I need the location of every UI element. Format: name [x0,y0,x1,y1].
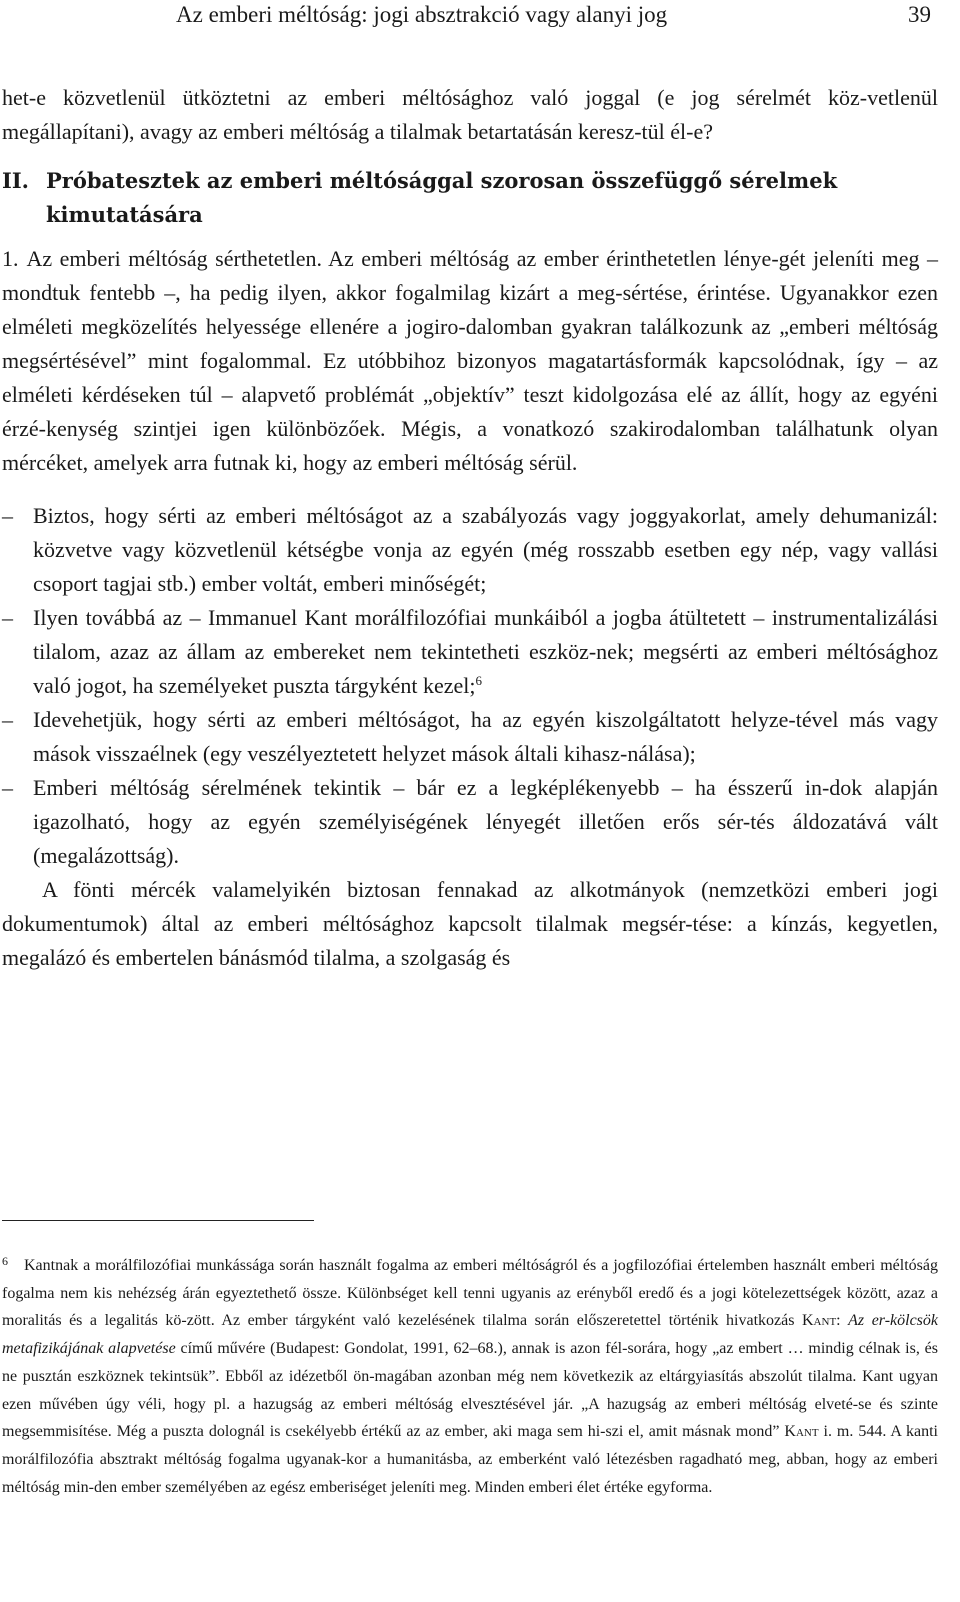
list-item [2,499,938,601]
section-number: II. [2,168,29,193]
closing-paragraph: A fönti mércék valamelyikén biztosan fennakad az alkotmányok (nemzetközi emberi jogi dokumentumok) által az emberi méltósághoz kapcsolt tilalmak megsér-tése: a kínzás, kegyetlen, megalázó és embertelen bánásmód tilalma, a szolgaság és [2,877,938,970]
list-item [2,601,938,703]
footnote-divider [2,1220,314,1221]
footnote-author: Kant [802,1312,837,1330]
subsection-paragraph [2,242,938,480]
section-title: Próbatesztek az emberi méltósággal szorosan összefüggő sérelmek kimutatására [46,168,838,227]
list-dash: – [2,503,13,528]
list-dash: – [2,707,13,732]
list-item-text: Emberi méltóság sérelmének tekintik – bár ez a legképlékenyebb – ha ésszerű in-dok alapján igazolható, hogy az egyén személyiségének lényegét illetően erős sér-tés áldozatává vált (megalázottság). [33,775,938,868]
footnote-text-1: Kantnak a morálfilozófiai munkássága során használt fogalma az emberi méltóságról és a jogfilozófiai értelemben használt emberi méltóság fogalma nem kis nehézség árán egyeztethető össze. Különbséget kell tenni ugyanis az erényből eredő és a jogi kötelezettségek között, azaz a moralitás és a legalitás kö-zött. Az ember tárgyként való kezelésének tilalma során előszeretettel történik hivatkozás [2,1257,938,1330]
footnote-author: Kant [784,1423,819,1441]
list-item-text: Ilyen továbbá az – Immanuel Kant morálfilozófiai munkáiból a jogba átültetett – instrumentalizálási tilalom, azaz az állam az embereket nem tekintetheti eszköz-nek; megsérti az emberi méltósághoz való jogot, ha személyeket puszta tárgyként kezel; [33,605,938,698]
list-item [2,771,938,873]
section-heading [2,164,938,232]
subsection-title: Az emberi méltóság sérthetetlen. [26,246,323,271]
footnote-reference[interactable]: 6 [475,673,482,688]
footnote-work-title: Az er-kölcsök metafizikájának alapvetése [2,1312,939,1358]
list-dash: – [2,605,13,630]
page-number: 39 [908,2,931,27]
subsection-body: Az emberi méltóság az ember érinthetetlen lénye-gét jeleníti meg – mondtuk fentebb –, ha pedig ilyen, akkor fogalmilag kizárt a meg-sértése, érintése. Ugyanakkor ezen elméleti megközelítés helyessége ellenére a jogiro-dalomban gyakran találkozunk az „emberi méltóság megsértésével” mint fogalommal. Ez utóbbihoz bizonyos magatartásformák kapcsolódnak, így – az elméleti kérdéseken túl – alapvető problémát „objektív” teszt kidolgozása elé az állít, hogy az egyéni érzé-kenység szintjei igen különbözőek. Mégis, a vonatkozó szakirodalomban találhatunk olyan mércéket, amelyek arra futnak ki, hogy az emberi méltóság sérül. [2,246,938,475]
intro-paragraph: het-e közvetlenül ütköztetni az emberi méltósághoz való joggal (e jog sérelmét köz-vetlenül megállapítani), avagy az emberi méltóság a tilalmak betartatásán keresz-tül él-e? [2,85,938,144]
footnote-separator: : [836,1312,849,1330]
footnote-text-2: című művére (Budapest: Gondolat, 1991, 62–68.), annak is azon fél-sorára, hogy „az embert … mindig célnak is, és ne pusztán eszköznek tekintsük”. Ebből az idézetből ön-magában azonban még nem következik az eltárgyiasítás abszolút tilalma. Kant ugyan ezen művében úgy véli, hogy pl. a hazugság az emberi méltóság elvesztésével jár. „A hazugság az emberi méltóság elveté-se és szinte megsemmisítése. Még a puszta dolognál is csekélyebb értékű az az ember, aki maga sem hi-szi el, amit másnak mond” [2,1340,938,1441]
main-text [2,81,938,975]
list-item-text: Biztos, hogy sérti az emberi méltóságot az a szabályozás vagy joggyakorlat, amely dehumanizál: közvetve vagy közvetlenül kétségbe vonja az egyén (még rosszabb esetben egy nép, vagy vallási csoport tagjai stb.) ember voltát, emberi minőségét; [33,503,938,596]
footnote-text-3: i. m. 544. A kanti morálfilozófia absztrakt méltóság fogalma ugyanak-kor a humanitásba, az emberként való létezésben ragadható meg, abban, hogy az emberi méltóság min-den ember személyében az egész emberiséget jeleníti meg. Minden emberi élet értéke egyforma. [2,1423,938,1496]
list-dash: – [2,775,13,800]
list-item [2,703,938,771]
running-title: Az emberi méltóság: jogi absztrakció vagy alanyi jog [176,2,668,27]
list-item-text: Idevehetjük, hogy sérti az emberi méltóságot, ha az egyén kiszolgáltatott helyze-tével más vagy mások visszaélnek (egy veszélyeztetett helyzet mások általi kihasz-nálása); [33,707,938,766]
footnote: 6 Kantnak a morálfilozófiai munkássága során használt fogalma az emberi méltóságról és a jogfilozófiai értelemben használt emberi méltóság fogalma nem kis nehézség árán egyeztethető össze. Különbséget kell tenni ugyanis az erényből eredő és a jogi kötelezettségek között, azaz a moralitás és a legalitás kö-zött. Az ember tárgyként való kezelésének tilalma során előszeretettel történik hivatkozás Kant: Az er-kölcsök metafizikájának alapvetése című művére (Budapest: Gondolat, 1991, 62–68.), annak is azon fél-sorára, hogy „az embert … mindig célnak is, és ne pusztán eszköznek tekintsük”. Ebből az idézetből ön-magában azonban még nem következik az eltárgyiasítás abszolút tilalma. Kant ugyan ezen művében úgy véli, hogy pl. a hazugság az emberi méltóság elvesztésével jár. „A hazugság az emberi méltóság elveté-se és szinte megsemmisítése. Még a puszta dolognál is csekélyebb értékű az az ember, aki maga sem hi-szi el, amit másnak mond” Kant i. m. 544. A kanti morálfilozófia absztrakt méltóság fogalma ugyanak-kor a humanitásba, az emberként való létezésben ragadható meg, abban, hogy az emberi méltóság min-den ember személyében az egész emberiséget jeleníti meg. Minden emberi élet értéke egyforma. [2,1254,939,1496]
criteria-list [2,499,938,873]
subsection-number: 1. [2,246,19,271]
running-header [0,0,960,30]
